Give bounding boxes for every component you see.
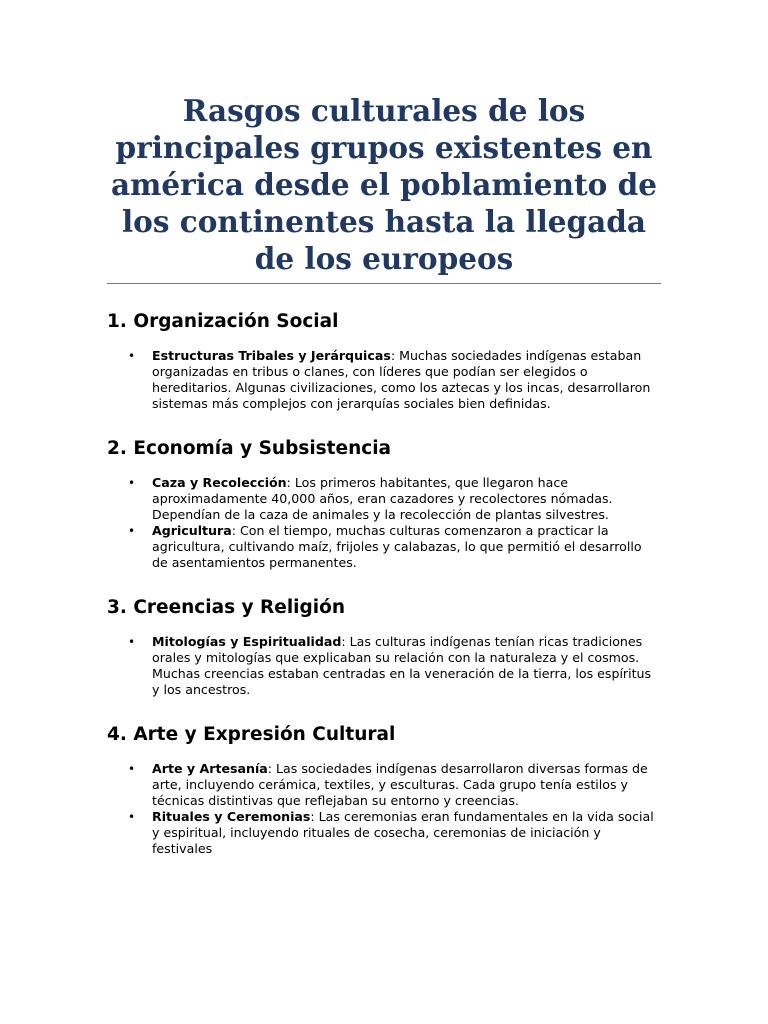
section-heading-arte-expresion: 4. Arte y Expresión Cultural xyxy=(107,724,396,745)
list-item xyxy=(107,523,661,571)
section-list-organizacion-social xyxy=(107,348,661,412)
list-item xyxy=(107,634,661,698)
item-term: Arte y Artesanía xyxy=(152,761,268,776)
list-item xyxy=(107,809,661,857)
section-list-creencias-religion xyxy=(107,634,661,698)
section-heading-economia-subsistencia: 2. Economía y Subsistencia xyxy=(107,438,392,459)
item-text: : Con el tiempo, muchas culturas comenzaron a practicar la agricultura, cultivando maíz, frijoles y calabazas, lo que permitió el desarrollo de asentamientos permanentes. xyxy=(152,523,642,570)
bullet-icon: • xyxy=(128,476,136,490)
bullet-icon: • xyxy=(128,635,136,649)
item-text: : Las sociedades indígenas desarrollaron diversas formas de arte, incluyendo cerámica, textiles, y esculturas. Cada grupo tenía estilos y técnicas distintivas que reflejaban su entorno y creencias. xyxy=(152,761,648,808)
section-heading-creencias-religion: 3. Creencias y Religión xyxy=(107,597,345,618)
item-text: : Las culturas indígenas tenían ricas tradiciones orales y mitologías que explicaban su relación con la naturaleza y el cosmos. Muchas creencias estaban centradas en la veneración de la tierra, los espíritus y los ancestros. xyxy=(152,634,652,697)
section-list-economia-subsistencia xyxy=(107,475,661,571)
list-item xyxy=(107,475,661,523)
item-text: : Las ceremonias eran fundamentales en la vida social y espiritual, incluyendo rituales de cosecha, ceremonias de iniciación y festivales xyxy=(152,809,654,856)
item-text: : Muchas sociedades indígenas estaban organizadas en tribus o clanes, con líderes que podían ser elegidos o hereditarios. Algunas civilizaciones, como los aztecas y los incas, desarrollaron sistemas más complejos con jerarquías sociales bien definidas. xyxy=(152,348,651,411)
bullet-icon: • xyxy=(128,349,136,363)
list-item xyxy=(107,761,661,809)
item-term: Rituales y Ceremonias xyxy=(152,809,311,824)
section-list-arte-expresion xyxy=(107,761,661,857)
list-item xyxy=(107,348,661,412)
item-term: Estructuras Tribales y Jerárquicas xyxy=(152,348,391,363)
item-term: Caza y Recolección xyxy=(152,475,287,490)
item-term: Agricultura xyxy=(152,523,232,538)
item-text: : Los primeros habitantes, que llegaron hace aproximadamente 40,000 años, eran cazadores y recolectores nómadas. Dependían de la caza de animales y la recolección de plantas silvestres. xyxy=(152,475,613,522)
bullet-icon: • xyxy=(128,810,136,824)
bullet-icon: • xyxy=(128,524,136,538)
bullet-icon: • xyxy=(128,762,136,776)
item-term: Mitologías y Espiritualidad xyxy=(152,634,342,649)
section-heading-organizacion-social: 1. Organización Social xyxy=(107,311,339,332)
document-title: Rasgos culturales de los principales grupos existentes en américa desde el poblamiento de los continentes hasta la llegada de los europeos xyxy=(107,92,661,284)
